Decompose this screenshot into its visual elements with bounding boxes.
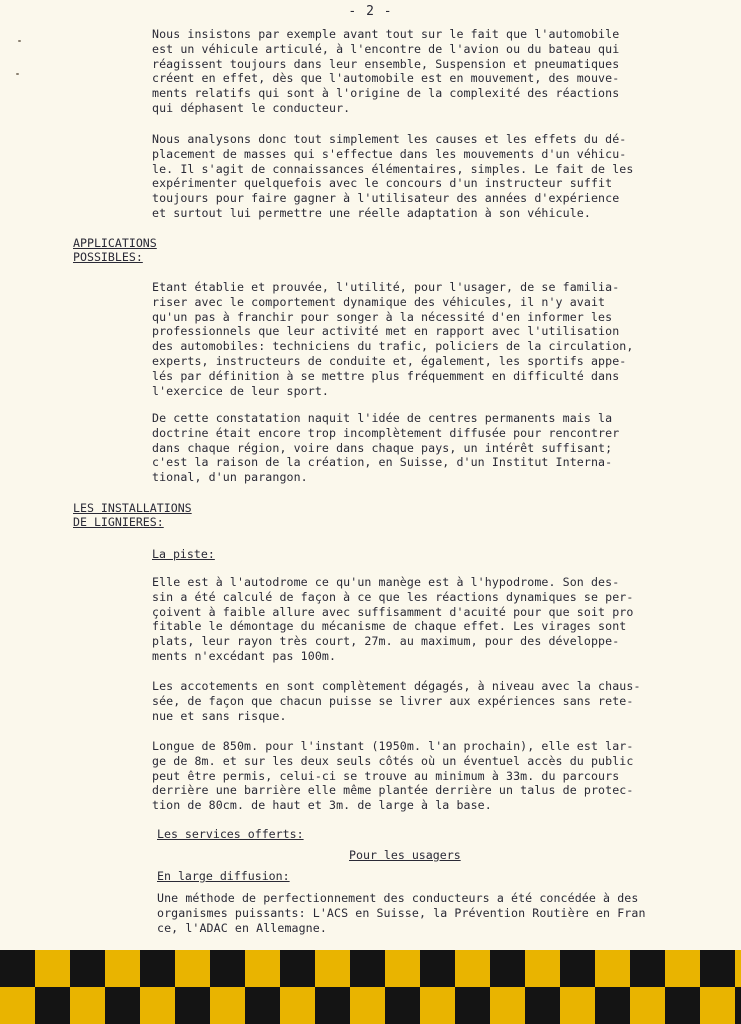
checker-square xyxy=(70,950,105,987)
checker-square xyxy=(630,987,665,1024)
heading-services: Les services offerts: xyxy=(157,827,304,841)
paragraph-analysis: Nous analysons donc tout simplement les causes et les effets du dé- placement de masses qui s'effectue dans les mouvements d'un véhicu- le. Il s'agit de connaissances élémentaires, simples. Le fait de les expérimenter quelquefois avec le concours d'un instructeur suffit toujours pour faire gagner à l'utilisateur des années d'expérience et surtout lui permettre une réelle adaptation à son véhicule. xyxy=(152,132,634,220)
paragraph-accotements: Les accotements en sont complètement dégagés, à niveau avec la chaus- sée, de façon que chacun puisse se livrer aux expériences sans rete- nue et sans risque. xyxy=(152,679,641,723)
paragraph-methode: Une méthode de perfectionnement des conducteurs a été concédée à des organismes puissants: L'ACS en Suisse, la Prévention Routière en Fran ce, l'ADAC en Allemagne. xyxy=(157,891,646,935)
checker-square xyxy=(595,950,630,987)
paragraph-centres: De cette constatation naquit l'idée de centres permanents mais la doctrine était encore trop incomplètement diffusée pour rencontrer dans chaque région, voire dans chaque pays, un intérêt suffisant; c'est la raison de la création, en Suisse, d'un Institut Interna- tional, d'un parangon. xyxy=(152,411,620,485)
checkered-border xyxy=(0,950,741,1024)
checker-square xyxy=(245,950,280,987)
checker-square xyxy=(560,987,595,1024)
checker-square xyxy=(70,987,105,1024)
heading-applications: APPLICATIONS POSSIBLES: xyxy=(73,236,157,264)
checkered-pattern xyxy=(0,950,741,1024)
checker-square xyxy=(210,950,245,987)
checker-square xyxy=(735,987,741,1024)
checker-square xyxy=(420,950,455,987)
checker-square xyxy=(140,987,175,1024)
page-number: - 2 - xyxy=(348,4,393,19)
checker-square xyxy=(35,987,70,1024)
paragraph-dimensions: Longue de 850m. pour l'instant (1950m. l'an prochain), elle est lar- ge de 8m. et sur les deux seuls côtés où un éventuel accès du public peut être permis, celui-ci se trouve au minimum à 33m. du parcours derrière une barrière elle même plantée derrière un talus de protec- tion de 80cm. de haut et 3m. de large à la base. xyxy=(152,739,634,813)
checker-square xyxy=(665,950,700,987)
checker-square xyxy=(350,950,385,987)
checker-square xyxy=(595,987,630,1024)
paragraph-applications: Etant établie et prouvée, l'utilité, pour l'usager, de se familia- riser avec le comportement dynamique des véhicules, il n'y avait qu'un pas à franchir pour songer à la nécessité d'en informer les professionnels que leur activité met en rapport avec l'utilisation des automobiles: techniciens du trafic, policiers de la circulation, experts, instructeurs de conduite et, également, les sportifs appe- lés par définition à se mettre plus fréquemment en difficulté dans l'exercice de leur sport. xyxy=(152,280,634,398)
checker-square xyxy=(105,950,140,987)
checker-square xyxy=(0,950,35,987)
heading-large-diffusion: En large diffusion: xyxy=(157,869,290,883)
checker-square xyxy=(140,950,175,987)
checker-square xyxy=(175,950,210,987)
checker-square xyxy=(630,950,665,987)
checker-square xyxy=(35,950,70,987)
checker-square xyxy=(385,987,420,1024)
checker-square xyxy=(175,987,210,1024)
checker-square xyxy=(280,987,315,1024)
paragraph-intro: Nous insistons par exemple avant tout sur le fait que l'automobile est un véhicule articulé, à l'encontre de l'avion ou du bateau qui réagissent toujours dans leur ensemble, Suspension et pneumatiques créent en effet, dès que l'automobile est en mouvement, des mouve- ments relatifs qui sont à l'origine de la complexité des réactions qui déphasent le conducteur. xyxy=(152,27,620,115)
checker-square xyxy=(315,987,350,1024)
margin-mark xyxy=(16,73,19,75)
checker-square xyxy=(0,987,35,1024)
checker-square xyxy=(735,950,741,987)
checker-square xyxy=(700,987,735,1024)
checker-square xyxy=(455,950,490,987)
checker-square xyxy=(385,950,420,987)
heading-la-piste: La piste: xyxy=(152,547,215,561)
checker-square xyxy=(525,950,560,987)
checker-square xyxy=(490,987,525,1024)
checker-square xyxy=(315,950,350,987)
checker-square xyxy=(700,950,735,987)
checker-square xyxy=(665,987,700,1024)
checker-square xyxy=(560,950,595,987)
checker-square xyxy=(525,987,560,1024)
checker-square xyxy=(280,950,315,987)
heading-installations: LES INSTALLATIONS DE LIGNIERES: xyxy=(73,501,192,529)
checker-square xyxy=(455,987,490,1024)
checker-square xyxy=(210,987,245,1024)
heading-pour-usagers: Pour les usagers xyxy=(349,848,461,862)
checker-square xyxy=(350,987,385,1024)
checker-square xyxy=(490,950,525,987)
checker-square xyxy=(245,987,280,1024)
margin-mark xyxy=(18,40,21,42)
checker-square xyxy=(105,987,140,1024)
paragraph-piste: Elle est à l'autodrome ce qu'un manège est à l'hypodrome. Son des- sin a été calculé de façon à ce que les réactions dynamiques se per- çoivent à faible allure avec suffisamment d'acuité pour que soit pro fitable le démontage du mécanisme de chaque effet. Les virages sont plats, leur rayon très court, 27m. au maximum, pour des développe- ments n'excédant pas 100m. xyxy=(152,575,634,663)
checker-square xyxy=(420,987,455,1024)
